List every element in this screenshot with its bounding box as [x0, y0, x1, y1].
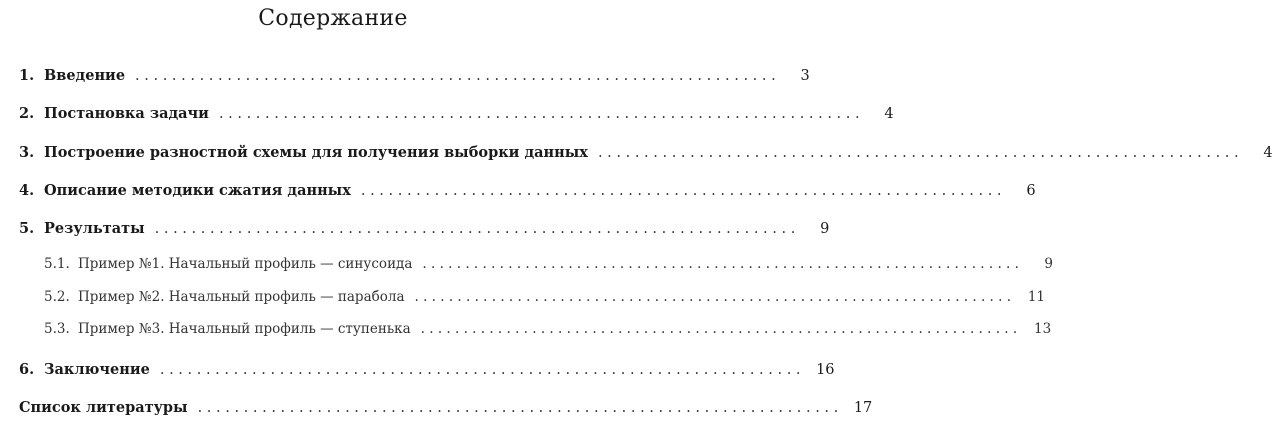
toc-entry-conclusion[interactable]	[0, 361, 835, 383]
entry-title: Построение разностной схемы для получения выборки данных	[44, 144, 588, 161]
toc-entry-problem[interactable]	[0, 105, 894, 127]
toc-title: Содержание	[258, 6, 408, 31]
entry-title: Результаты	[44, 220, 145, 237]
entry-page: 11	[1027, 289, 1045, 305]
entry-page: 9	[1044, 256, 1053, 272]
toc-entry-introduction[interactable]	[0, 67, 810, 89]
entry-page: 16	[816, 362, 835, 378]
toc-entry-references[interactable]	[0, 399, 873, 421]
entry-title: Пример №1. Начальный профиль — синусоида	[78, 256, 413, 272]
toc-entry-example-1[interactable]	[0, 256, 1053, 278]
entry-number: 5.	[19, 220, 35, 237]
entry-number: 4.	[19, 182, 35, 199]
entry-title: Заключение	[44, 361, 150, 378]
entry-number: 5.2.	[44, 289, 70, 305]
toc-entry-example-3[interactable]	[0, 321, 1052, 343]
dot-leader: . . . . . . . . . . . . . . . . . . . . . . . . . . . . . . . . . . . . . . . . . . . . . . . . . . . . . . . . . . . . . . . . . . . . . .	[218, 106, 860, 122]
entry-page: 6	[1026, 183, 1036, 199]
dot-leader: . . . . . . . . . . . . . . . . . . . . . . . . . . . . . . . . . . . . . . . . . . . . . . . . . . . . . . . . . . . . . . . . . . . . . .	[154, 221, 796, 237]
entry-page: 4	[884, 106, 894, 122]
entry-page: 9	[820, 221, 830, 237]
toc-entry-results[interactable]	[0, 220, 830, 242]
toc-entry-example-2[interactable]	[0, 289, 1045, 311]
entry-page: 4	[1263, 145, 1273, 161]
entry-title: Постановка задачи	[44, 105, 209, 122]
entry-title: Пример №2. Начальный профиль — парабола	[78, 289, 405, 305]
dot-leader: . . . . . . . . . . . . . . . . . . . . . . . . . . . . . . . . . . . . . . . . . . . . . . . . . . . . . . . . . . . . . . . . . . . . . .	[360, 183, 1002, 199]
dot-leader: . . . . . . . . . . . . . . . . . . . . . . . . . . . . . . . . . . . . . . . . . . . . . . . . . . . . . . . . . . . . . . . . . . . . . .	[414, 289, 1011, 305]
entry-title: Описание методики сжатия данных	[44, 182, 351, 199]
entry-title: Введение	[44, 67, 126, 84]
dot-leader: . . . . . . . . . . . . . . . . . . . . . . . . . . . . . . . . . . . . . . . . . . . . . . . . . . . . . . . . . . . . . . . . . . . . . .	[159, 362, 801, 378]
entry-number: 1.	[19, 67, 35, 84]
entry-number: 2.	[19, 105, 35, 122]
dot-leader: . . . . . . . . . . . . . . . . . . . . . . . . . . . . . . . . . . . . . . . . . . . . . . . . . . . . . . . . . . . . . . . . . . . . . .	[422, 256, 1019, 272]
entry-number: 5.3.	[44, 321, 70, 337]
entry-title: Пример №3. Начальный профиль — ступенька	[78, 321, 411, 337]
entry-title: Список литературы	[19, 399, 188, 416]
dot-leader: . . . . . . . . . . . . . . . . . . . . . . . . . . . . . . . . . . . . . . . . . . . . . . . . . . . . . . . . . . . . . . . . . . . . . .	[420, 321, 1018, 337]
dot-leader: . . . . . . . . . . . . . . . . . . . . . . . . . . . . . . . . . . . . . . . . . . . . . . . . . . . . . . . . . . . . . . . . . . . . . .	[597, 145, 1239, 161]
entry-page: 17	[853, 400, 873, 416]
entry-number: 3.	[19, 144, 35, 161]
dot-leader: . . . . . . . . . . . . . . . . . . . . . . . . . . . . . . . . . . . . . . . . . . . . . . . . . . . . . . . . . . . . . . . . . . . . . .	[135, 68, 776, 84]
entry-number: 5.1.	[44, 256, 70, 272]
entry-page: 13	[1033, 321, 1052, 337]
entry-page: 3	[800, 68, 810, 84]
entry-number: 6.	[19, 361, 35, 378]
toc-entry-method[interactable]	[0, 182, 1036, 204]
toc-entry-scheme[interactable]	[0, 144, 1273, 166]
dot-leader: . . . . . . . . . . . . . . . . . . . . . . . . . . . . . . . . . . . . . . . . . . . . . . . . . . . . . . . . . . . . . . . . . . . . . .	[197, 400, 839, 416]
